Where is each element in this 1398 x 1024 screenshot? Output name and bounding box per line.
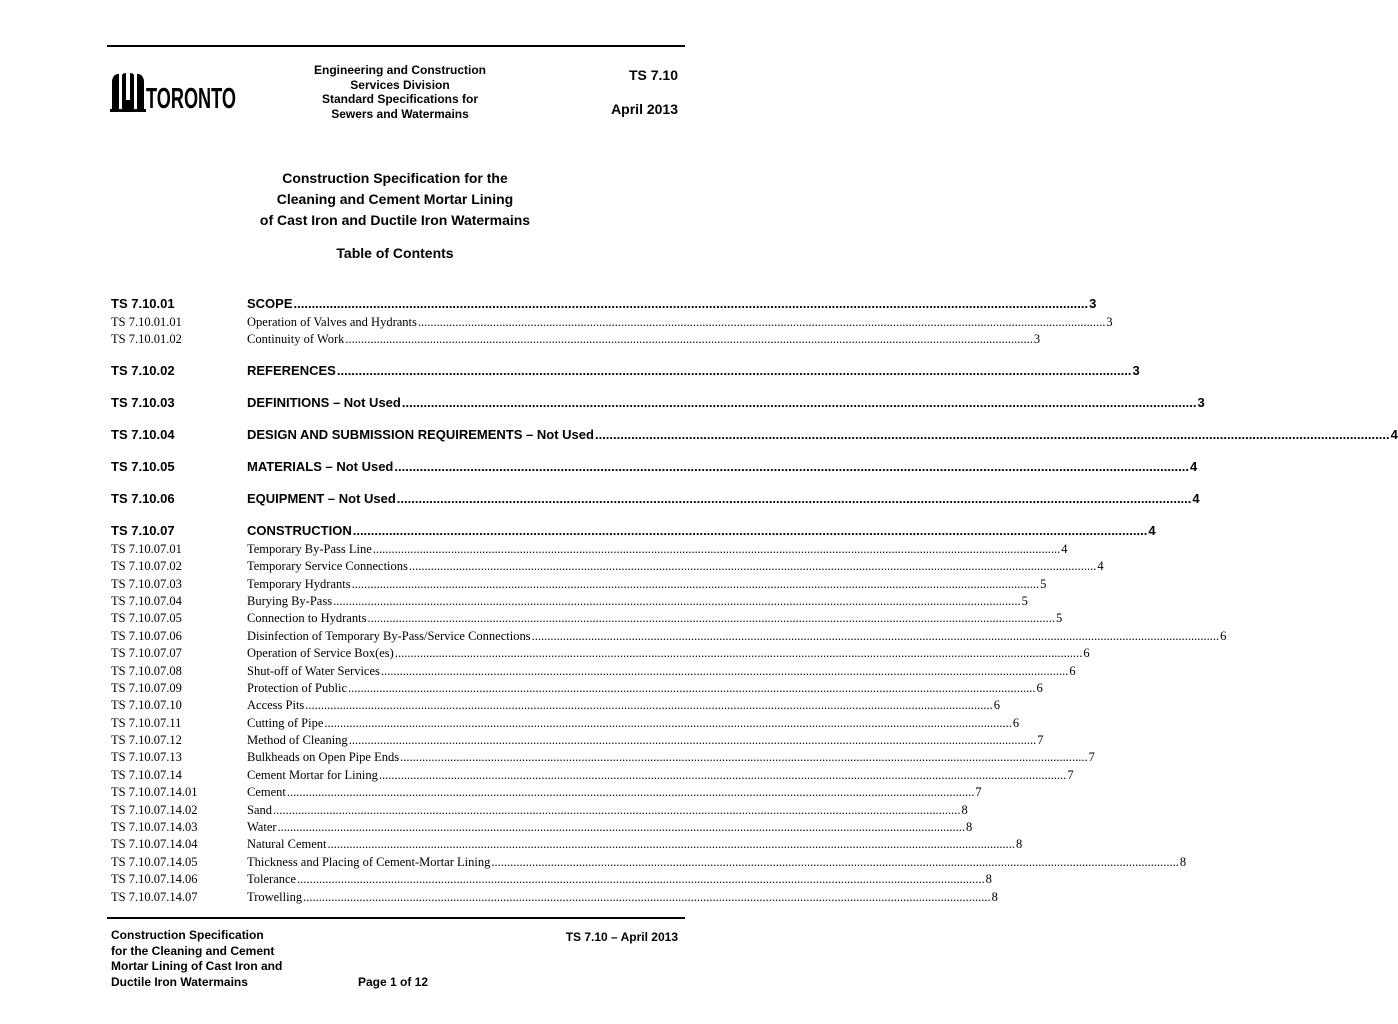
toc-entry-title-group <box>247 361 1140 381</box>
toc-entry-title: Continuity of Work <box>247 332 345 347</box>
toc-subsection-entry[interactable] <box>111 784 982 801</box>
toc-dot-leader: ............................................................................................................................................................................................................................ <box>273 802 961 817</box>
toc-entry-title-group <box>247 680 1043 697</box>
toc-dot-leader: ............................................................................................................................................................................................................................ <box>400 750 1088 765</box>
toc-entry-page: 6 <box>1069 663 1076 678</box>
toc-subsection-entry[interactable] <box>111 836 1023 853</box>
toc-entry-page: 3 <box>1197 394 1205 410</box>
toc-entry-title: Cement Mortar for Lining <box>247 767 378 782</box>
toc-entry-title-group <box>247 294 1096 314</box>
toc-entry-title: Temporary Service Connections <box>247 559 408 574</box>
toc-dot-leader: ............................................................................................................................................................................................................................ <box>396 490 1192 506</box>
toc-entry-page: 7 <box>1037 733 1044 748</box>
toc-entry-number: TS 7.10.01.01 <box>111 315 182 329</box>
toc-subsection-entry[interactable] <box>111 331 1041 348</box>
toc-subsection-entry[interactable] <box>111 680 1043 697</box>
toc-dot-leader: ............................................................................................................................................................................................................................ <box>394 458 1189 474</box>
toc-entry-page: 6 <box>1012 715 1020 730</box>
toc-dot-leader: ............................................................................................................................................................................................................................ <box>277 820 966 835</box>
toc-entry-number: TS 7.10.03 <box>111 394 175 410</box>
toc-dot-leader: ............................................................................................................................................................................................................................ <box>293 296 1089 311</box>
toc-subsection-entry[interactable] <box>111 715 1020 732</box>
toc-subsection-entry[interactable] <box>111 889 998 906</box>
toc-entry-title: DESIGN AND SUBMISSION REQUIREMENTS – Not Used <box>247 426 594 442</box>
toc-subsection-entry[interactable] <box>111 576 1047 593</box>
toc-dot-leader: ............................................................................................................................................................................................................................ <box>351 576 1040 591</box>
footer-line: Ductile Iron Watermains <box>111 974 248 989</box>
toc-entry-number: TS 7.10.07.14.06 <box>111 872 198 887</box>
toc-dot-leader: ............................................................................................................................................................................................................................ <box>336 362 1132 378</box>
toc-subsection-entry[interactable] <box>111 871 992 888</box>
toc-subsection-entry[interactable] <box>111 697 1001 714</box>
toc-entry-title: Thickness and Placing of Cement-Mortar Lining <box>247 854 491 869</box>
toc-entry-title: Temporary By-Pass Line <box>247 541 372 556</box>
toc-subsection-entry[interactable] <box>111 593 1028 610</box>
toc-subsection-entry[interactable] <box>111 558 1104 575</box>
toc-entry-number: TS 7.10.07.14.07 <box>111 889 198 904</box>
toc-entry-title-group <box>247 854 1186 871</box>
ts-number: TS 7.10 <box>628 67 678 83</box>
toc-entry-title-group <box>247 645 1090 662</box>
toc-dot-leader: ............................................................................................................................................................................................................................ <box>327 837 1015 852</box>
toc-entry-page: 3 <box>1033 332 1041 347</box>
toc-entry-title-group <box>247 521 1156 541</box>
toc-subsection-entry[interactable] <box>111 645 1090 662</box>
toc-entry-title-group <box>247 541 1068 558</box>
toc-entry-number: TS 7.10.01 <box>111 296 175 311</box>
toc-entry-page: 4 <box>1190 458 1198 474</box>
toc-entry-number: TS 7.10.06 <box>111 490 175 506</box>
toc-entry-number: TS 7.10.07.14.05 <box>111 854 198 869</box>
toc-entry-page: 3 <box>1106 315 1113 329</box>
toc-section-entry[interactable] <box>111 457 1198 477</box>
toc-section-entry[interactable] <box>111 393 1205 413</box>
toc-entry-title-group <box>247 819 972 836</box>
toc-entry-title: Natural Cement <box>247 837 327 852</box>
toc-entry-number: TS 7.10.07.07 <box>111 646 182 661</box>
toc-dot-leader: ............................................................................................................................................................................................................................ <box>380 663 1069 678</box>
toc-subsection-entry[interactable] <box>111 819 973 836</box>
toc-section-entry[interactable] <box>111 489 1200 509</box>
toc-dot-leader: ............................................................................................................................................................................................................................ <box>394 646 1083 661</box>
toc-dot-leader: ............................................................................................................................................................................................................................ <box>531 628 1220 643</box>
toc-section-entry[interactable] <box>111 521 1156 541</box>
toc-gap <box>111 413 682 425</box>
title-line: Cleaning and Cement Mortar Lining <box>276 191 514 207</box>
toc-dot-leader: ............................................................................................................................................................................................................................ <box>408 559 1097 574</box>
table-of-contents <box>111 294 1398 906</box>
toc-entry-title-group <box>247 331 1040 348</box>
toc-entry-title: EQUIPMENT – Not Used <box>247 490 396 506</box>
toc-entry-page: 4 <box>1390 426 1398 442</box>
toc-entry-page: 7 <box>1067 767 1074 782</box>
title-line: of Cast Iron and Ductile Iron Watermains <box>259 212 531 228</box>
toc-entry-title-group <box>247 889 998 906</box>
toc-entry-page: 4 <box>1097 559 1104 574</box>
toc-entry-title-group <box>247 715 1019 732</box>
header-rule <box>107 45 685 47</box>
toc-dot-leader: ............................................................................................................................................................................................................................ <box>348 733 1037 748</box>
toc-entry-number: TS 7.10.07.14.04 <box>111 837 198 852</box>
toc-entry-page: 4 <box>1192 490 1200 506</box>
title-line: Construction Specification for the <box>282 170 508 186</box>
toc-subsection-entry[interactable] <box>111 628 1227 645</box>
toc-entry-title-group <box>247 576 1046 593</box>
toc-gap <box>111 381 682 393</box>
division-line: Standard Specifications for <box>321 92 479 106</box>
toc-entry-number: TS 7.10.07.14.03 <box>111 820 198 835</box>
toc-entry-title: Protection of Public <box>247 680 347 695</box>
toc-entry-title-group <box>247 871 992 888</box>
toc-entry-title-group <box>247 767 1074 784</box>
toc-entry-number: TS 7.10.07.06 <box>111 628 182 643</box>
toc-gap <box>111 445 682 457</box>
toc-dot-leader: ............................................................................................................................................................................................................................ <box>297 872 985 887</box>
toc-dot-leader: ............................................................................................................................................................................................................................ <box>333 593 1021 608</box>
toc-entry-number: TS 7.10.07.05 <box>111 611 182 626</box>
toc-section-entry[interactable] <box>111 294 1097 314</box>
toc-entry-page: 8 <box>961 802 968 817</box>
toc-entry-title: Temporary Hydrants <box>247 576 351 591</box>
toc-entry-number: TS 7.10.07.14 <box>111 767 182 782</box>
city-hall-icon <box>110 72 238 115</box>
toc-subsection-entry[interactable] <box>111 610 1063 627</box>
toc-entry-title: DEFINITIONS – Not Used <box>247 394 401 410</box>
toc-entry-page: 3 <box>1089 296 1097 311</box>
toc-entry-title: Cutting of Pipe <box>247 715 324 730</box>
toc-entry-number: TS 7.10.01.02 <box>111 332 182 347</box>
toc-dot-leader: ............................................................................................................................................................................................................................ <box>594 426 1390 442</box>
toc-entry-page: 8 <box>966 820 973 835</box>
toc-dot-leader: ............................................................................................................................................................................................................................ <box>491 854 1179 869</box>
toc-dot-leader: ............................................................................................................................................................................................................................ <box>305 698 993 713</box>
toc-entry-title: Access Pits <box>247 698 305 713</box>
toc-entry-title: CONSTRUCTION <box>247 522 352 538</box>
footer-rule <box>107 917 685 919</box>
toc-dot-leader: ............................................................................................................................................................................................................................ <box>401 394 1197 410</box>
toc-entry-page: 7 <box>975 785 982 800</box>
toc-entry-page: 6 <box>1220 628 1227 643</box>
toc-entry-title-group <box>247 593 1028 610</box>
toc-entry-page: 8 <box>985 872 992 887</box>
toc-entry-number: TS 7.10.04 <box>111 426 175 442</box>
toc-dot-leader: ............................................................................................................................................................................................................................ <box>303 889 991 904</box>
division-line: Services Division <box>350 77 450 92</box>
toc-entry-page: 6 <box>993 698 1001 713</box>
toc-entry-title: Tolerance <box>247 872 297 887</box>
toc-section-entry[interactable] <box>111 425 1398 445</box>
toc-entry-page: 8 <box>1016 837 1023 852</box>
toc-entry-title-group <box>247 628 1226 645</box>
toc-entry-number: TS 7.10.07.08 <box>111 663 182 678</box>
toc-gap <box>111 477 682 489</box>
toc-dot-leader: ............................................................................................................................................................................................................................ <box>372 541 1061 556</box>
toc-entry-title-group <box>247 425 1398 445</box>
toc-entry-title-group <box>247 558 1104 575</box>
toc-dot-leader: ............................................................................................................................................................................................................................ <box>324 715 1012 730</box>
toc-entry-title: Connection to Hydrants <box>247 611 367 626</box>
toc-entry-title: Operation of Valves and Hydrants <box>247 315 417 329</box>
toc-subsection-entry[interactable] <box>111 732 1044 749</box>
toc-entry-title-group <box>247 697 1000 714</box>
toc-entry-number: TS 7.10.07.13 <box>111 750 182 765</box>
toc-entry-number: TS 7.10.07.11 <box>111 715 182 730</box>
toc-entry-title-group <box>247 457 1197 477</box>
toc-entry-title-group <box>247 663 1076 680</box>
toc-entry-title-group <box>247 489 1200 509</box>
toc-entry-number: TS 7.10.05 <box>111 458 175 474</box>
toc-entry-title: Method of Cleaning <box>247 733 348 748</box>
toc-subsection-entry[interactable] <box>111 767 1074 784</box>
toc-entry-title: Water <box>247 820 277 835</box>
toc-entry-title-group <box>247 314 1113 331</box>
toc-entry-title: Sand <box>247 802 272 817</box>
toc-entry-title: Cement <box>247 785 286 800</box>
toc-entry-number: TS 7.10.07.02 <box>111 559 182 574</box>
toc-entry-page: 5 <box>1055 611 1063 626</box>
toc-dot-leader: ............................................................................................................................................................................................................................ <box>378 767 1067 782</box>
toc-entry-title-group <box>247 784 982 801</box>
toc-entry-title: Bulkheads on Open Pipe Ends <box>247 750 400 765</box>
toc-entry-number: TS 7.10.07.10 <box>111 698 182 713</box>
toc-entry-page: 6 <box>1083 646 1090 661</box>
toc-entry-title-group <box>247 610 1062 627</box>
division-line: Engineering and Construction <box>313 63 486 77</box>
toc-gap <box>111 349 682 361</box>
toc-subsection-entry[interactable] <box>111 802 968 819</box>
toc-entry-title: Shut-off of Water Services <box>247 663 380 678</box>
toc-entry-title: Disinfection of Temporary By-Pass/Service Connections <box>247 628 531 643</box>
toc-entry-page: 6 <box>1036 680 1043 695</box>
division-line: Sewers and Watermains <box>331 106 469 121</box>
toc-entry-number: TS 7.10.07.14.02 <box>111 802 198 817</box>
toc-entry-title-group <box>247 802 968 819</box>
toc-subsection-entry[interactable] <box>111 663 1076 680</box>
toc-entry-number: TS 7.10.07.04 <box>111 593 182 608</box>
toc-entry-number: TS 7.10.07.14.01 <box>111 785 198 800</box>
toc-entry-number: TS 7.10.07.03 <box>111 576 182 591</box>
toc-heading: Table of Contents <box>336 245 454 261</box>
footer-line: Construction Specification <box>111 928 264 942</box>
toc-section-entry[interactable] <box>111 361 1140 381</box>
footer-spec-date: TS 7.10 – April 2013 <box>565 930 678 944</box>
toc-entry-number: TS 7.10.07.09 <box>111 680 182 695</box>
toc-dot-leader: ............................................................................................................................................................................................................................ <box>345 332 1033 347</box>
toc-entry-title-group <box>247 836 1022 853</box>
toc-subsection-entry[interactable] <box>111 541 1068 558</box>
toc-entry-title-group <box>247 393 1205 413</box>
toc-entry-title: Operation of Service Box(es) <box>247 646 394 661</box>
division-block <box>290 63 510 121</box>
toc-entry-title-group <box>247 732 1043 749</box>
toc-entry-number: TS 7.10.07.01 <box>111 541 182 556</box>
toc-entry-title-group <box>247 749 1095 766</box>
toc-subsection-entry[interactable] <box>111 314 1113 331</box>
toc-gap <box>111 509 682 521</box>
toc-entry-page: 8 <box>991 889 998 904</box>
toronto-logo <box>110 72 238 115</box>
toc-entry-page: 3 <box>1132 362 1140 378</box>
toc-entry-title: REFERENCES <box>247 362 336 378</box>
toc-entry-number: TS 7.10.02 <box>111 362 175 378</box>
issue-date: April 2013 <box>611 101 678 117</box>
toc-dot-leader: ............................................................................................................................................................................................................................ <box>417 315 1106 329</box>
page-number: Page 1 of 12 <box>358 975 429 989</box>
toc-entry-title: Burying By-Pass <box>247 593 333 608</box>
toc-entry-page: 5 <box>1040 576 1047 591</box>
toc-entry-page: 5 <box>1021 593 1028 608</box>
toc-entry-title: SCOPE <box>247 296 293 311</box>
toc-subsection-entry[interactable] <box>111 854 1187 871</box>
toc-entry-number: TS 7.10.07 <box>111 522 175 538</box>
toc-entry-page: 4 <box>1061 541 1068 556</box>
toc-dot-leader: ............................................................................................................................................................................................................................ <box>367 611 1055 626</box>
toc-dot-leader: ............................................................................................................................................................................................................................ <box>352 522 1148 538</box>
toc-subsection-entry[interactable] <box>111 749 1095 766</box>
footer-line: Mortar Lining of Cast Iron and <box>111 959 283 973</box>
toc-entry-title: Trowelling <box>247 889 303 904</box>
toc-dot-leader: ............................................................................................................................................................................................................................ <box>348 680 1036 695</box>
footer-line: for the Cleaning and Cement <box>111 943 275 958</box>
toc-entry-number: TS 7.10.07.12 <box>111 733 182 748</box>
logo-text: TORONTO <box>146 83 236 115</box>
document-title <box>180 168 610 231</box>
toc-dot-leader: ............................................................................................................................................................................................................................ <box>286 785 975 800</box>
toc-entry-title: MATERIALS – Not Used <box>247 458 394 474</box>
toc-entry-page: 4 <box>1148 522 1156 538</box>
footer-title <box>111 928 282 990</box>
toc-entry-page: 8 <box>1179 854 1187 869</box>
toc-entry-page: 7 <box>1088 750 1095 765</box>
